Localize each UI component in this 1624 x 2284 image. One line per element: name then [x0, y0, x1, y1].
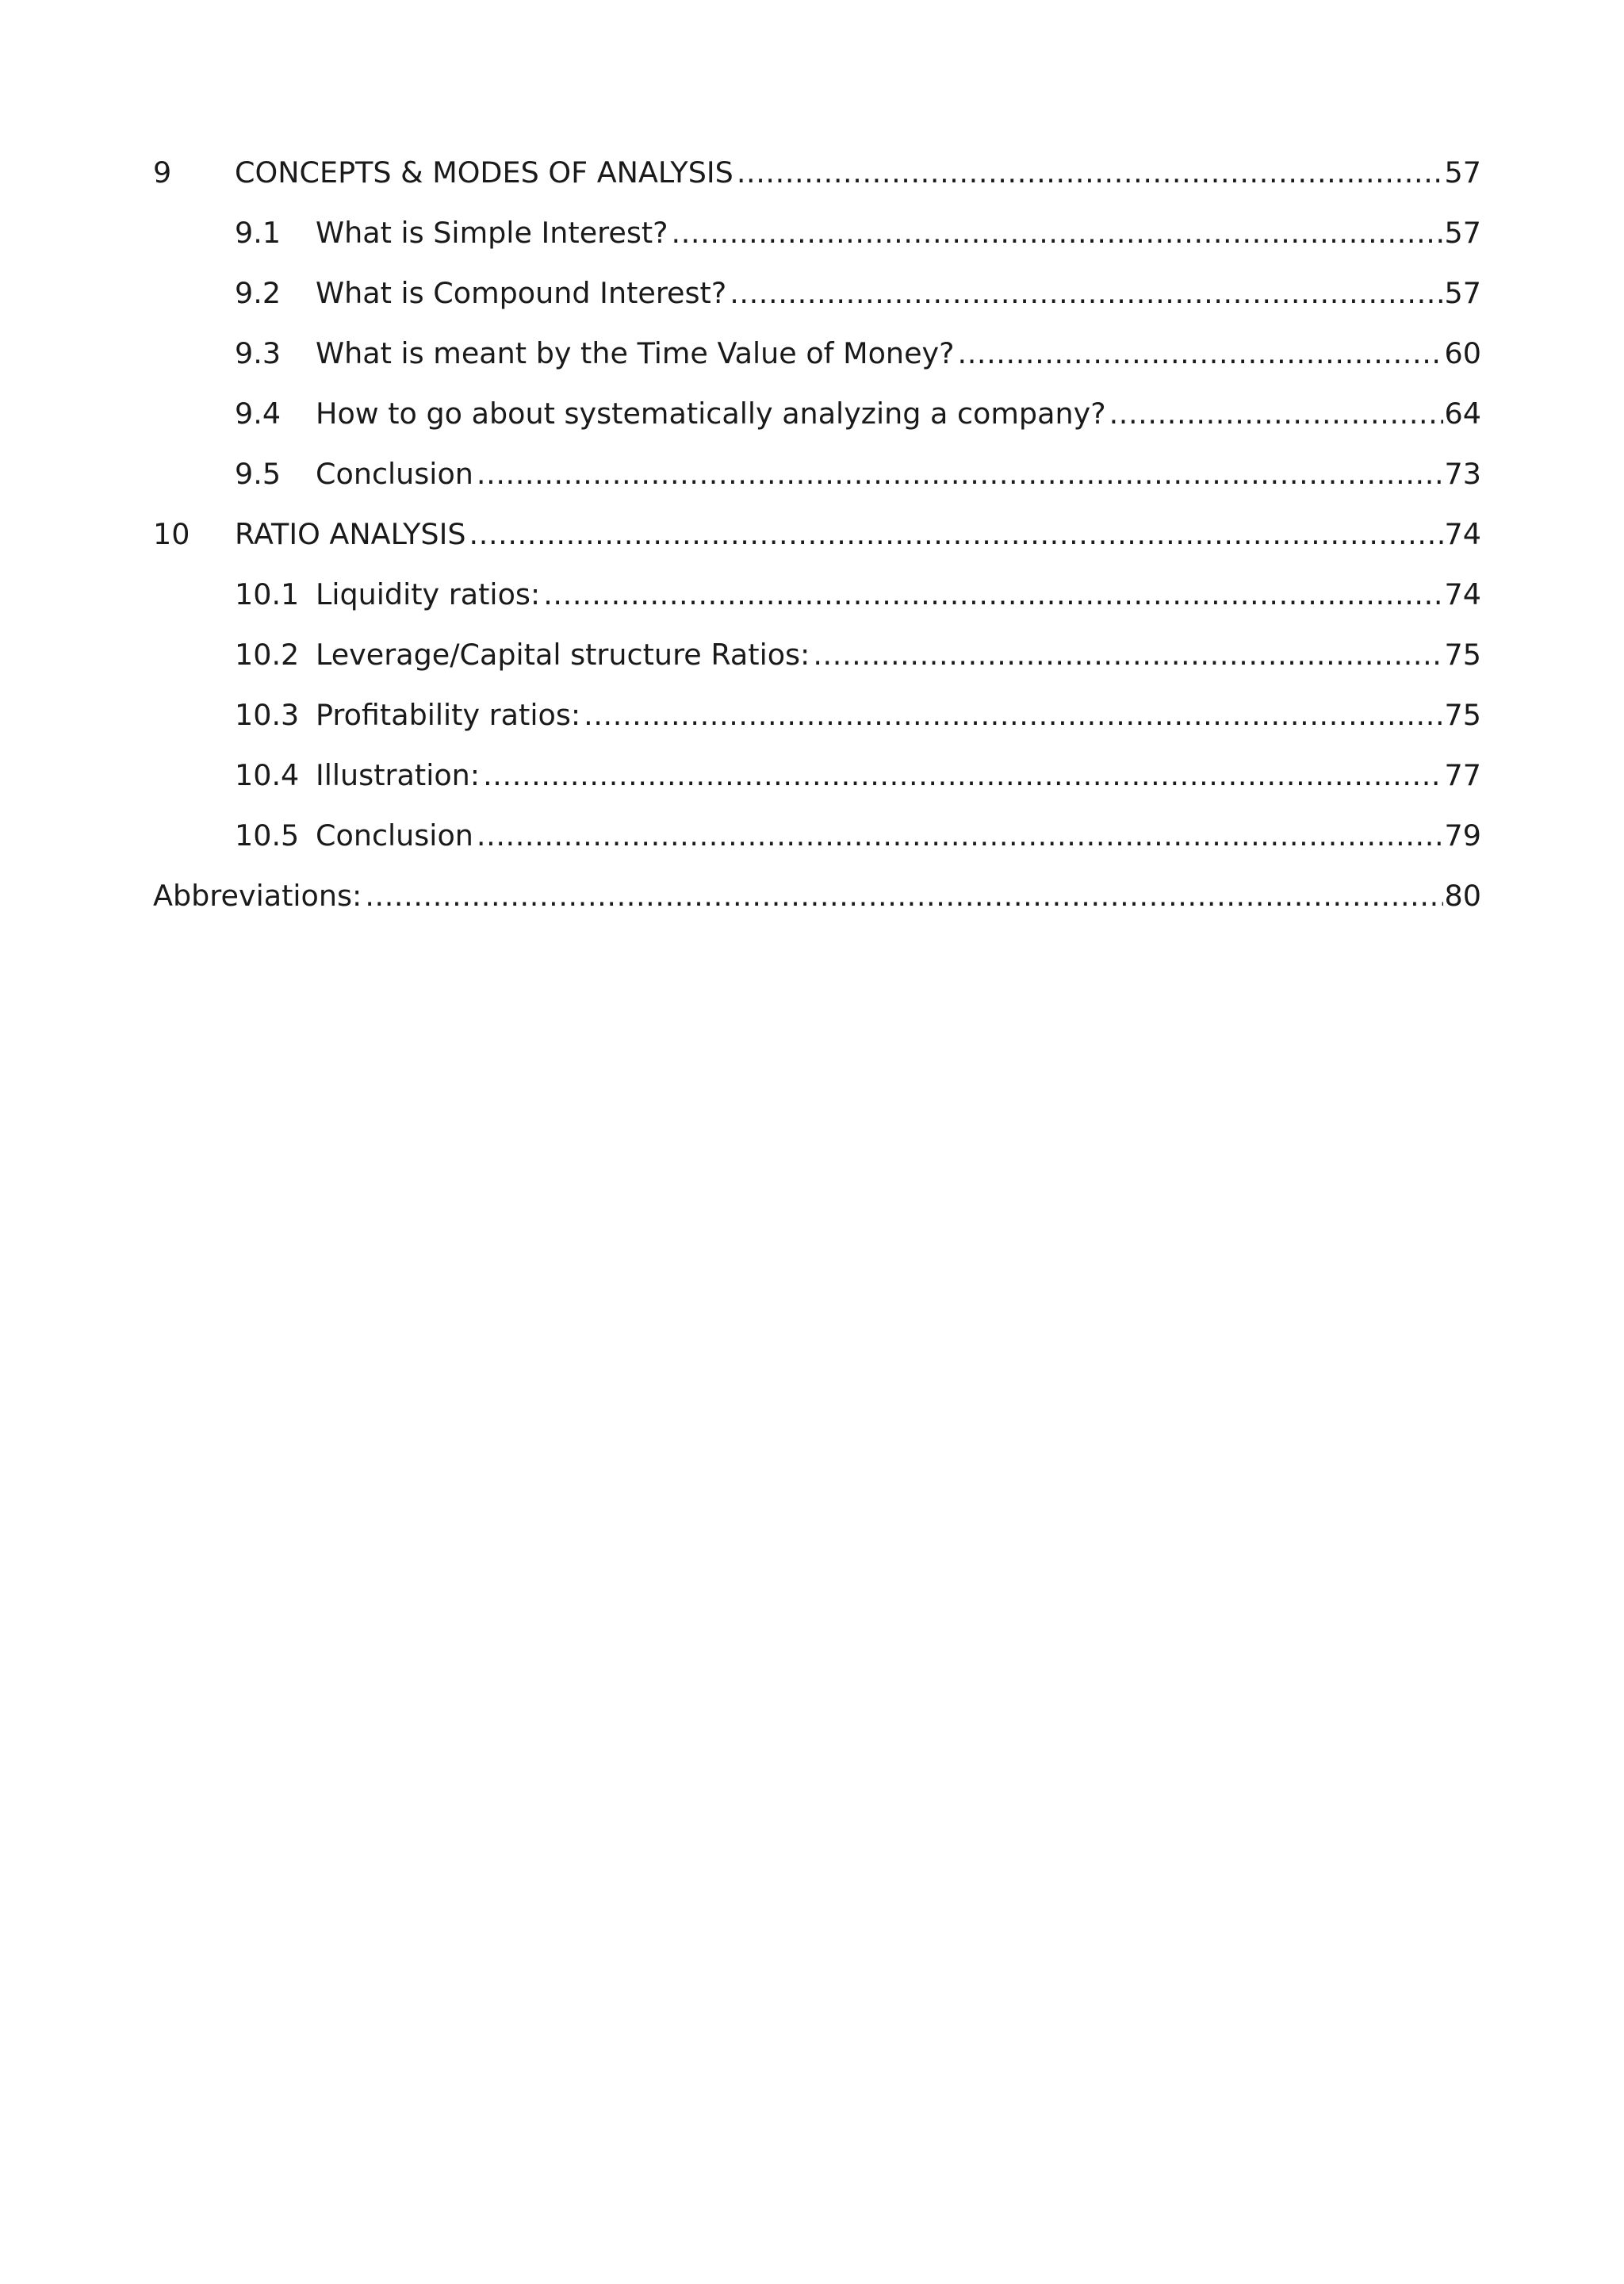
- toc-entry-number: 10.5: [235, 818, 300, 853]
- table-of-contents: [153, 142, 1481, 925]
- toc-dot-leader: [483, 758, 1442, 792]
- toc-entry-title: Conclusion: [316, 818, 473, 853]
- toc-entry-page: 57: [1444, 215, 1481, 250]
- toc-dot-leader: [543, 577, 1442, 611]
- toc-entry-10-1[interactable]: [153, 564, 1481, 624]
- toc-entry-number: 10.3: [235, 697, 300, 732]
- toc-entry-10-5[interactable]: [153, 805, 1481, 865]
- toc-entry-9-1[interactable]: [153, 202, 1481, 263]
- toc-dot-leader: [469, 517, 1443, 551]
- toc-entry-title: Liquidity ratios:: [316, 577, 541, 611]
- toc-entry-page: 57: [1444, 275, 1481, 310]
- toc-entry-page: 75: [1444, 697, 1481, 732]
- toc-dot-leader: [365, 879, 1442, 913]
- toc-entry-title: Abbreviations:: [153, 878, 362, 913]
- toc-entry-10-3[interactable]: [153, 684, 1481, 745]
- toc-entry-number: 10.4: [235, 757, 300, 792]
- toc-entry-title: Leverage/Capital structure Ratios:: [316, 637, 810, 672]
- toc-dot-leader: [1109, 397, 1443, 431]
- toc-entry-number: 9.2: [235, 275, 282, 310]
- toc-entry-number: 9.3: [235, 335, 282, 370]
- toc-entry-title: CONCEPTS & MODES OF ANALYSIS: [235, 155, 733, 190]
- toc-entry-title: Profitability ratios:: [316, 697, 581, 732]
- toc-entry-page: 79: [1444, 818, 1481, 853]
- toc-entry-number: 10.1: [235, 577, 300, 611]
- toc-entry-title: Conclusion: [316, 456, 473, 491]
- toc-entry-9-4[interactable]: [153, 383, 1481, 443]
- toc-entry-10-4[interactable]: [153, 745, 1481, 805]
- toc-entry-title: Illustration:: [316, 757, 481, 792]
- toc-entry-page: 80: [1444, 878, 1481, 913]
- toc-dot-leader: [477, 457, 1443, 491]
- toc-entry-title: What is Compound Interest?: [316, 275, 727, 310]
- toc-entry-number: 9.5: [235, 456, 282, 491]
- toc-entry-chapter-10[interactable]: [153, 504, 1481, 564]
- toc-dot-leader: [730, 276, 1442, 310]
- toc-entry-9-3[interactable]: [153, 323, 1481, 383]
- toc-entry-title: How to go about systematically analyzing a company?: [316, 396, 1106, 431]
- toc-entry-page: 64: [1444, 396, 1481, 431]
- toc-entry-page: 75: [1444, 637, 1481, 672]
- toc-entry-page: 60: [1444, 335, 1481, 370]
- toc-dot-leader: [672, 216, 1443, 250]
- toc-entry-number: 9.1: [235, 215, 282, 250]
- toc-entry-9-2[interactable]: [153, 263, 1481, 323]
- toc-entry-page: 74: [1444, 577, 1481, 611]
- toc-dot-leader: [477, 818, 1443, 853]
- toc-entry-9-5[interactable]: [153, 443, 1481, 504]
- toc-entry-number: 10: [153, 516, 190, 551]
- toc-entry-page: 77: [1444, 757, 1481, 792]
- toc-dot-leader: [958, 336, 1443, 370]
- toc-entry-number: 9: [153, 155, 172, 190]
- toc-entry-chapter-9[interactable]: [153, 142, 1481, 202]
- toc-entry-title: What is meant by the Time Value of Money?: [316, 335, 955, 370]
- toc-entry-10-2[interactable]: [153, 624, 1481, 684]
- toc-entry-title: What is Simple Interest?: [316, 215, 668, 250]
- toc-entry-page: 74: [1444, 516, 1481, 551]
- toc-entry-page: 57: [1444, 155, 1481, 190]
- toc-entry-page: 73: [1444, 456, 1481, 491]
- toc-dot-leader: [737, 155, 1443, 190]
- toc-dot-leader: [584, 698, 1442, 732]
- toc-entry-number: 9.4: [235, 396, 282, 431]
- toc-entry-title: RATIO ANALYSIS: [235, 516, 466, 551]
- toc-entry-number: 10.2: [235, 637, 300, 672]
- toc-dot-leader: [813, 638, 1442, 672]
- toc-entry-abbreviations[interactable]: [153, 865, 1481, 925]
